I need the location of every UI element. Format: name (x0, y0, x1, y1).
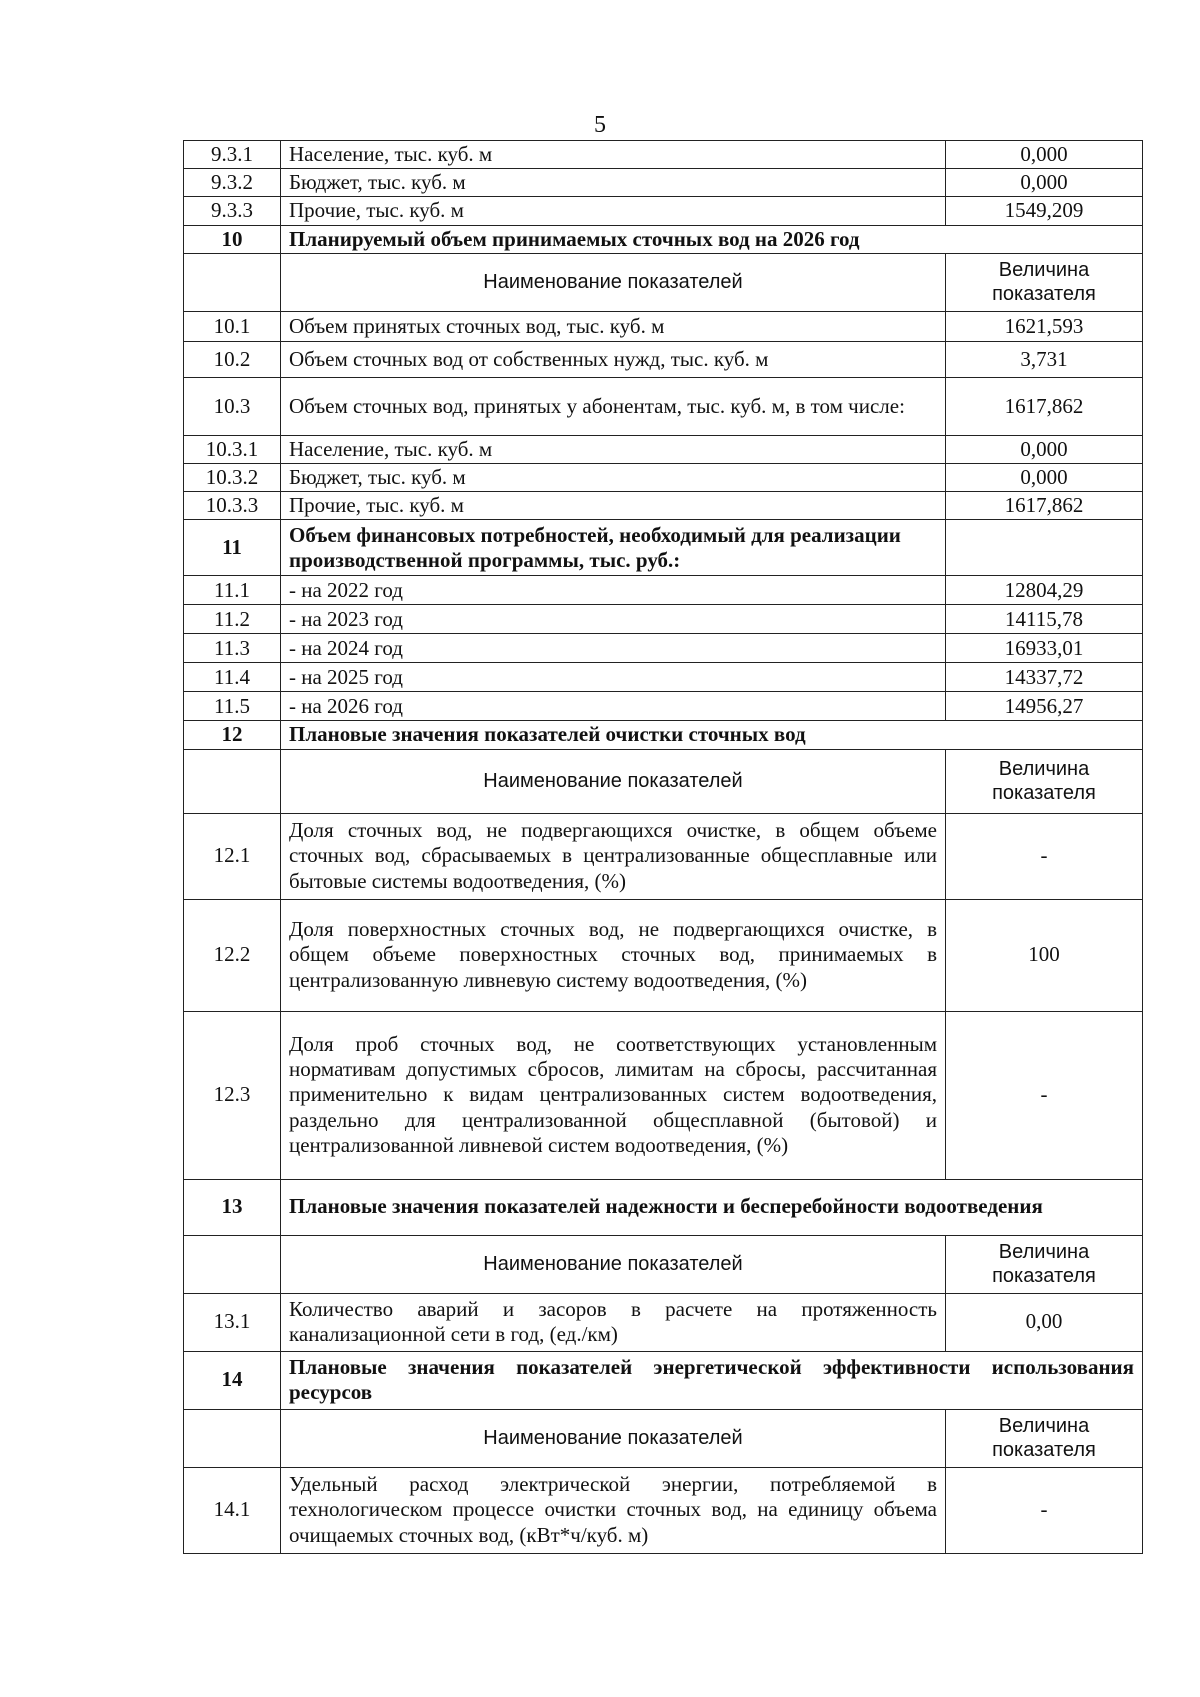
row-name: Количество аварий и засоров в расчете на протяженность канализационной сети в год, (ед./км) (281, 1293, 946, 1351)
row-name: Объем принятых сточных вод, тыс. куб. м (281, 311, 946, 341)
row-number: 11.4 (184, 663, 281, 692)
section-header (184, 520, 1143, 576)
table-row (184, 1467, 1143, 1553)
row-number: 10.2 (184, 341, 281, 377)
header-value: Величина показателя (946, 1409, 1143, 1467)
row-number: 9.3.1 (184, 141, 281, 169)
row-value: 100 (946, 899, 1143, 1011)
section-title: Плановые значения показателей надежности и бесперебойности водоотведения (281, 1179, 1143, 1235)
table-row (184, 1293, 1143, 1351)
row-value: 12804,29 (946, 576, 1143, 605)
row-name: Прочие, тыс. куб. м (281, 197, 946, 225)
row-number: 9.3.3 (184, 197, 281, 225)
row-number: 13.1 (184, 1293, 281, 1351)
row-name: Бюджет, тыс. куб. м (281, 169, 946, 197)
row-value: 1621,593 (946, 311, 1143, 341)
row-name: Объем сточных вод, принятых у абонентам, тыс. куб. м, в том числе: (281, 377, 946, 435)
section-number: 10 (184, 225, 281, 253)
row-number: 12.3 (184, 1011, 281, 1179)
row-name: Население, тыс. куб. м (281, 435, 946, 463)
row-number: 10.3.1 (184, 435, 281, 463)
row-number: 10.3.2 (184, 463, 281, 491)
row-value: 16933,01 (946, 634, 1143, 663)
row-name: - на 2024 год (281, 634, 946, 663)
table-row (184, 435, 1143, 463)
section-title: Плановые значения показателей энергетической эффективности использования ресурсов (281, 1351, 1143, 1409)
header-name: Наименование показателей (281, 749, 946, 813)
table-row (184, 141, 1143, 169)
row-value: 1549,209 (946, 197, 1143, 225)
table-row (184, 492, 1143, 520)
header-value: Величина показателя (946, 749, 1143, 813)
header-name: Наименование показателей (281, 1235, 946, 1293)
table-row (184, 576, 1143, 605)
row-value: 14956,27 (946, 692, 1143, 721)
row-value: - (946, 1011, 1143, 1179)
row-name: - на 2026 год (281, 692, 946, 721)
section-number: 12 (184, 721, 281, 749)
row-number: 10.3.3 (184, 492, 281, 520)
row-value: 0,000 (946, 463, 1143, 491)
section-header (184, 721, 1143, 749)
row-number: 11.5 (184, 692, 281, 721)
row-name: - на 2022 год (281, 576, 946, 605)
row-name: Удельный расход электрической энергии, потребляемой в технологическом процессе очистки сточных вод, на единицу объема очищаемых сточных вод, (кВт*ч/куб. м) (281, 1467, 946, 1553)
page-number: 5 (594, 112, 606, 138)
row-value: 3,731 (946, 341, 1143, 377)
section-title: Объем финансовых потребностей, необходимый для реализации производственной программы, тыс. руб.: (281, 520, 946, 576)
row-value: 1617,862 (946, 377, 1143, 435)
row-name: - на 2025 год (281, 663, 946, 692)
row-number: 11.3 (184, 634, 281, 663)
section-title: Плановые значения показателей очистки сточных вод (281, 721, 1143, 749)
table-row (184, 634, 1143, 663)
row-value: 0,000 (946, 435, 1143, 463)
table-row (184, 341, 1143, 377)
row-value: - (946, 1467, 1143, 1553)
row-value: - (946, 813, 1143, 899)
section-number: 11 (184, 520, 281, 576)
column-header-row (184, 1235, 1143, 1293)
row-number: 14.1 (184, 1467, 281, 1553)
row-name: Прочие, тыс. куб. м (281, 492, 946, 520)
section-number: 14 (184, 1351, 281, 1409)
header-value: Величина показателя (946, 1235, 1143, 1293)
indicator-table (183, 140, 1143, 1554)
row-value: 0,000 (946, 169, 1143, 197)
row-number: 11.1 (184, 576, 281, 605)
table-row (184, 169, 1143, 197)
row-name: Доля поверхностных сточных вод, не подвергающихся очистке, в общем объеме поверхностных сточных вод, принимаемых в централизованную ливневую систему водоотведения, (%) (281, 899, 946, 1011)
row-number: 9.3.2 (184, 169, 281, 197)
column-header-row (184, 749, 1143, 813)
section-header (184, 1179, 1143, 1235)
row-value: 1617,862 (946, 492, 1143, 520)
column-header-row (184, 1409, 1143, 1467)
table-row (184, 1011, 1143, 1179)
section-title: Планируемый объем принимаемых сточных вод на 2026 год (281, 225, 1143, 253)
row-name: Доля проб сточных вод, не соответствующих установленным нормативам допустимых сбросов, лимитам на сбросы, рассчитанная применительно к видам централизованных систем водоотведения, раздельно для централизованной общесплавной (бытовой) и централизованной ливневой систем водоотведения, (%) (281, 1011, 946, 1179)
row-value: 14115,78 (946, 605, 1143, 634)
row-value: 14337,72 (946, 663, 1143, 692)
row-number: 11.2 (184, 605, 281, 634)
header-name: Наименование показателей (281, 1409, 946, 1467)
row-name: Население, тыс. куб. м (281, 141, 946, 169)
row-value: 0,000 (946, 141, 1143, 169)
row-name: - на 2023 год (281, 605, 946, 634)
row-number: 10.3 (184, 377, 281, 435)
row-name: Объем сточных вод от собственных нужд, тыс. куб. м (281, 341, 946, 377)
row-number: 10.1 (184, 311, 281, 341)
table-row (184, 663, 1143, 692)
section-number: 13 (184, 1179, 281, 1235)
header-value: Величина показателя (946, 253, 1143, 311)
row-name: Бюджет, тыс. куб. м (281, 463, 946, 491)
header-name: Наименование показателей (281, 253, 946, 311)
row-value: 0,00 (946, 1293, 1143, 1351)
table-row (184, 377, 1143, 435)
table-row (184, 605, 1143, 634)
table-row (184, 899, 1143, 1011)
row-number: 12.1 (184, 813, 281, 899)
table-row (184, 311, 1143, 341)
column-header-row (184, 253, 1143, 311)
row-number: 12.2 (184, 899, 281, 1011)
table-row (184, 813, 1143, 899)
table-row (184, 692, 1143, 721)
table-row (184, 197, 1143, 225)
section-header (184, 1351, 1143, 1409)
table-row (184, 463, 1143, 491)
row-name: Доля сточных вод, не подвергающихся очистке, в общем объеме сточных вод, сбрасываемых в централизованные общесплавные или бытовые системы водоотведения, (%) (281, 813, 946, 899)
section-header (184, 225, 1143, 253)
